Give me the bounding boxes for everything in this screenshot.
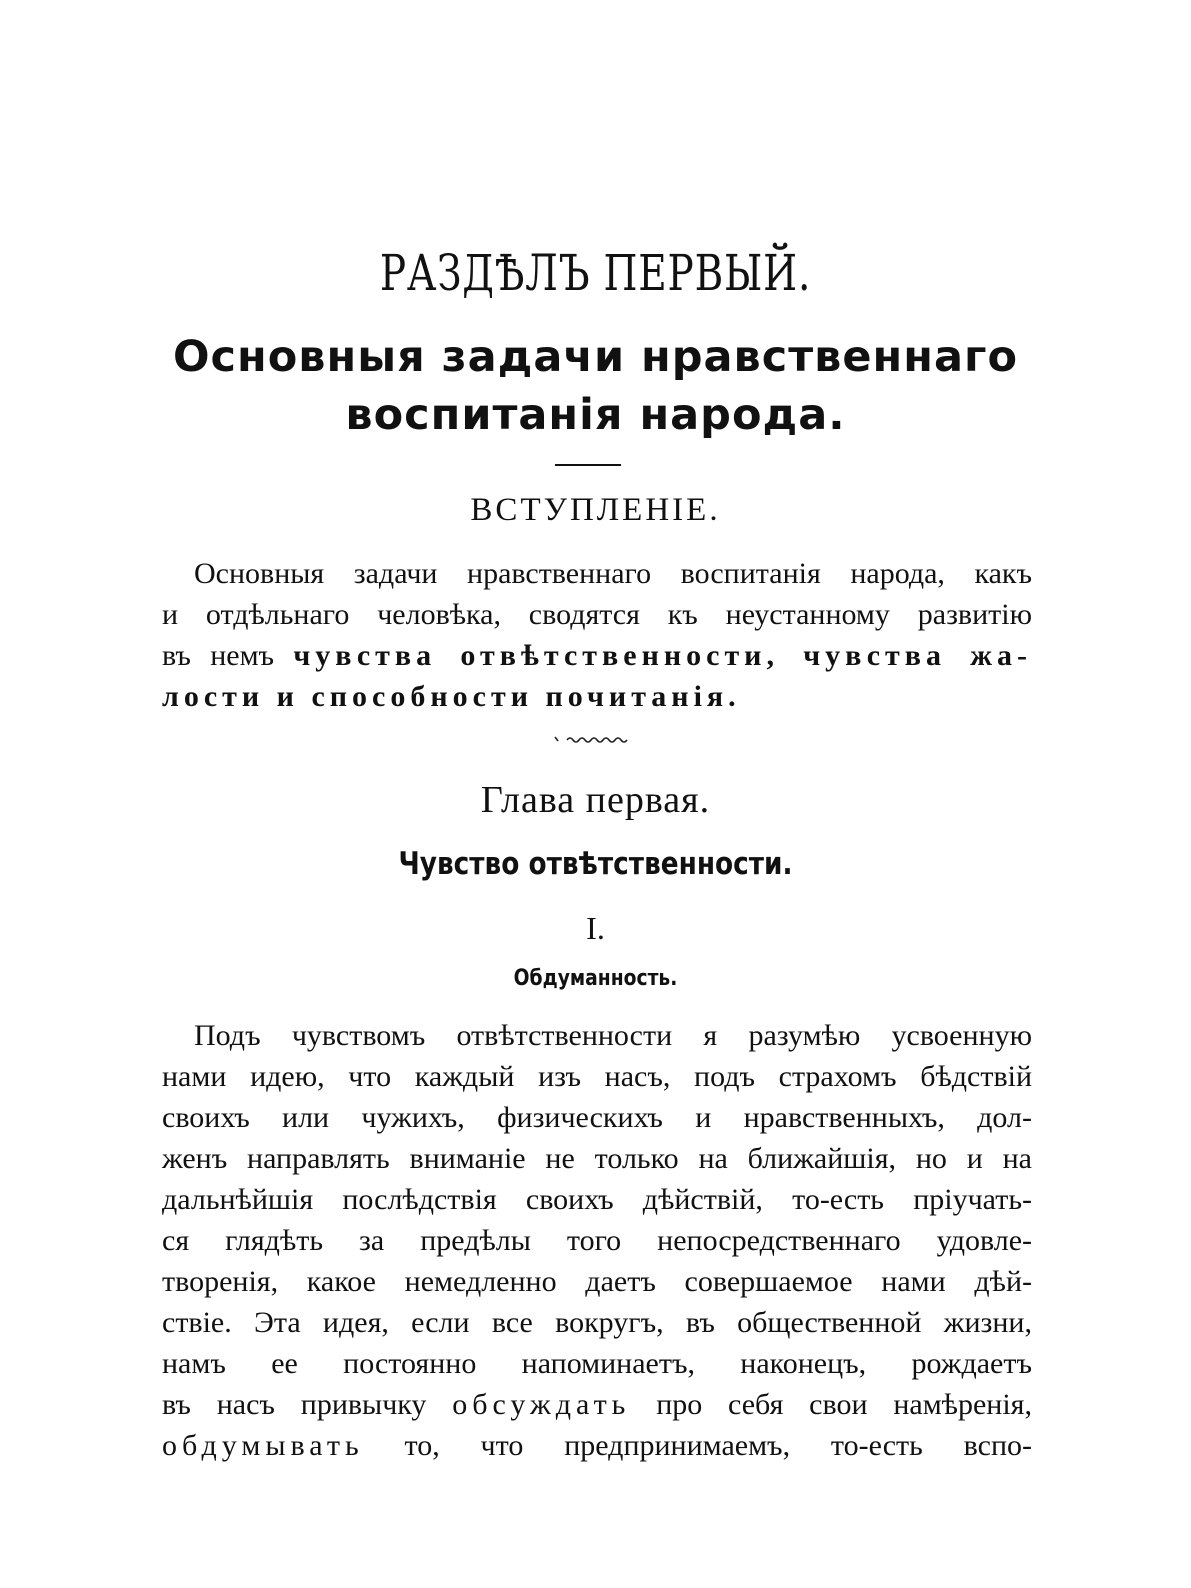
line-text: въ немъ — [162, 639, 294, 672]
paragraph-line: творенія, какое немедленно даетъ совершаемое нами дѣй- — [162, 1265, 1032, 1298]
paragraph-line — [162, 676, 1032, 717]
paragraph-line: и отдѣльнаго человѣка, сводятся къ неустанному развитію — [162, 598, 1032, 631]
chapter-heading: Глава первая. — [480, 779, 711, 821]
paragraph-line: дальнѣйшія послѣдствія своихъ дѣйствій, то-есть пріучать- — [162, 1183, 1032, 1216]
ornament-divider — [553, 733, 633, 745]
paragraph-line — [162, 635, 1032, 676]
emphasized-text: лости и способности почитанія. — [162, 680, 741, 713]
paragraph-line: нами идею, что каждый изъ насъ, подъ страхомъ бѣдствій — [162, 1060, 1032, 1093]
paragraph-line: ствіе. Эта идея, если все вокругъ, въ общественной жизни, — [162, 1306, 1032, 1339]
emphasized-text: обдумывать — [162, 1429, 364, 1462]
paragraph-line: Подъ чувствомъ отвѣтственности я разумѣю усвоенную — [194, 1019, 1032, 1052]
emphasized-text: обсуждать — [452, 1388, 631, 1421]
paragraph-line — [162, 1425, 1032, 1466]
line-text: то, что предпринимаемъ, то-есть вспо- — [363, 1429, 1032, 1462]
paragraph-line: намъ ее постоянно напоминаетъ, наконецъ, рождаетъ — [162, 1347, 1032, 1380]
line-text: въ насъ привычку — [162, 1388, 453, 1421]
part-title-line: воспитанія народа. — [345, 390, 846, 440]
line-text: про себя свои намѣренія, — [630, 1388, 1032, 1421]
divider-rule — [555, 464, 621, 466]
section-title: Обдуманность. — [513, 966, 678, 991]
paragraph-line: ся глядѣть за предѣлы того непосредственнаго удовле- — [162, 1224, 1032, 1257]
part-title — [150, 328, 1041, 444]
paragraph-line: женъ направлять вниманіе не только на ближайшія, но и на — [162, 1142, 1032, 1175]
paragraph-line — [162, 1384, 1032, 1425]
introduction-paragraph — [162, 553, 1032, 717]
introduction-heading: ВСТУПЛЕНІЕ. — [470, 492, 721, 528]
part-title-line: Основныя задачи нравственнаго — [173, 332, 1018, 382]
paragraph-line: Основныя задачи нравственнаго воспитанія народа, какъ — [194, 557, 1032, 590]
emphasized-text: чувства отвѣтственности, чувства жа- — [293, 639, 1032, 672]
chapter-subtitle: Чувство отвѣтственности. — [398, 846, 793, 882]
part-heading: РАЗДѢЛЪ ПЕРВЫЙ. — [379, 244, 812, 302]
paragraph-line: своихъ или чужихъ, физическихъ и нравственныхъ, дол- — [162, 1101, 1032, 1134]
section-number: I. — [586, 910, 605, 946]
body-paragraph — [162, 1015, 1032, 1466]
